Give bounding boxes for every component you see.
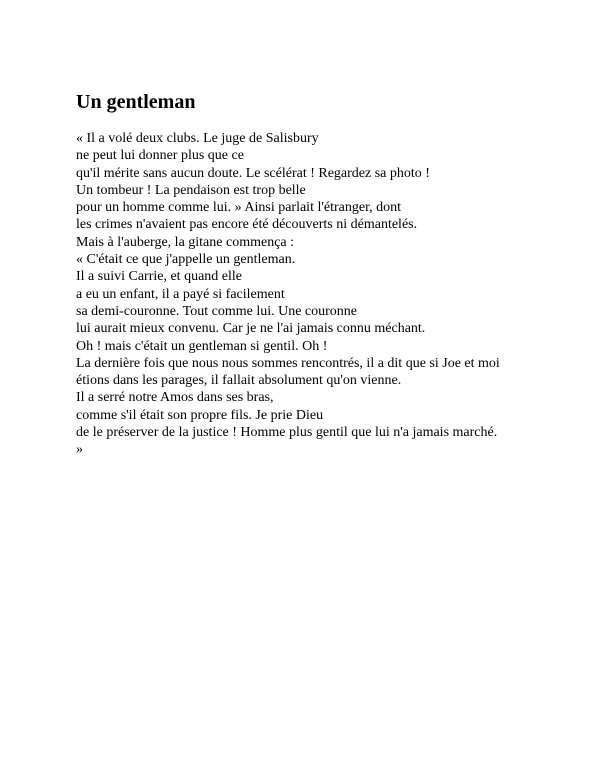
poem-line: Un tombeur ! La pendaison est trop belle <box>76 182 306 198</box>
document-title: Un gentleman <box>76 91 196 113</box>
poem-line: lui aurait mieux convenu. Car je ne l'ai jamais connu méchant. <box>76 321 426 337</box>
poem-line: Oh ! mais c'était un gentleman si gentil. Oh ! <box>76 338 328 354</box>
poem-line: ne peut lui donner plus que ce <box>76 148 244 164</box>
poem-line: » <box>76 442 83 458</box>
poem-line: étions dans les parages, il fallait absolument qu'on vienne. <box>76 373 402 389</box>
poem-line: La dernière fois que nous nous sommes rencontrés, il a dit que si Joe et moi <box>76 355 500 371</box>
poem-line: qu'il mérite sans aucun doute. Le scélérat ! Regardez sa photo ! <box>76 165 430 181</box>
poem-line: de le préserver de la justice ! Homme plus gentil que lui n'a jamais marché. <box>76 425 498 441</box>
poem-line: Il a suivi Carrie, et quand elle <box>76 269 242 285</box>
poem-line: comme s'il était son propre fils. Je prie Dieu <box>76 407 324 423</box>
poem-line: Mais à l'auberge, la gitane commença : <box>76 234 295 250</box>
poem-line: les crimes n'avaient pas encore été découverts ni démantelés. <box>76 217 418 233</box>
poem-line: « Il a volé deux clubs. Le juge de Salisbury <box>76 131 319 146</box>
poem-body <box>76 130 596 459</box>
poem-line: a eu un enfant, il a payé si facilement <box>76 286 285 302</box>
poem-line: sa demi-couronne. Tout comme lui. Une couronne <box>76 303 358 319</box>
poem-line: « C'était ce que j'appelle un gentleman. <box>76 252 296 268</box>
poem-line: pour un homme comme lui. » Ainsi parlait l'étranger, dont <box>76 200 402 216</box>
poem-line: Il a serré notre Amos dans ses bras, <box>76 390 274 406</box>
